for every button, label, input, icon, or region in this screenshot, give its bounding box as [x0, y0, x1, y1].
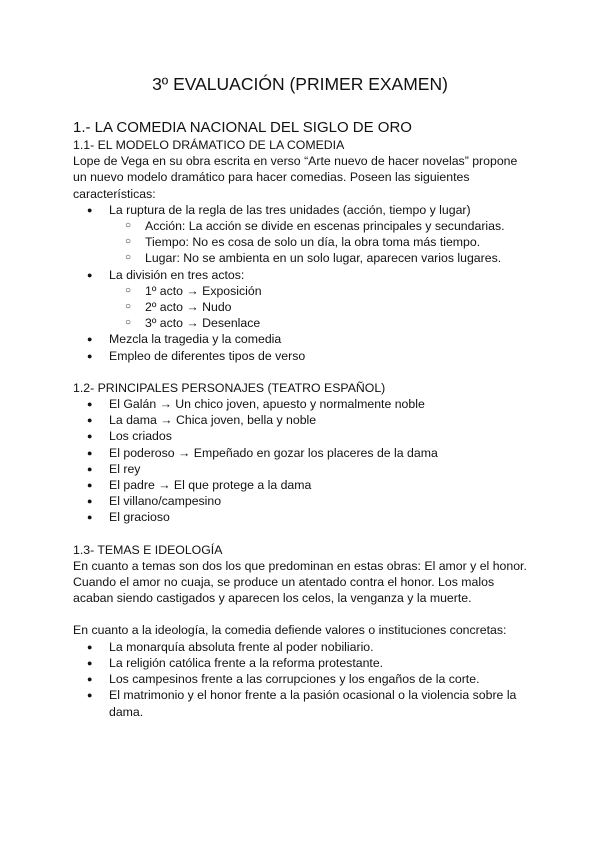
characteristics-list: [73, 202, 533, 364]
sub-list-item: ○ 2º acto → Nudo: [73, 299, 533, 315]
sub-list-item: ○ Acción: La acción se divide en escenas principales y secundarias.: [73, 218, 533, 234]
document-body: [73, 118, 533, 720]
list-item: ● Los campesinos frente a las corrupciones y los engaños de la corte.: [73, 671, 533, 687]
list-item: ● La monarquía absoluta frente al poder nobiliario.: [73, 639, 533, 655]
sub-list-item: ○ 3º acto → Desenlace: [73, 315, 533, 331]
list-item: ● La ruptura de la regla de las tres unidades (acción, tiempo y lugar) ○ Acción: La acción se divide en escenas principales y secundarias. ○ Tiempo: No es cosa de solo un día, la obra toma más tiempo. ○ Lugar: No se ambienta en un solo lugar, aparecen varios lugares.: [73, 202, 533, 267]
list-item: ● El rey: [73, 461, 533, 477]
list-item: ● Los criados: [73, 428, 533, 444]
sub-list-item: ○ Tiempo: No es cosa de solo un día, la obra toma más tiempo.: [73, 234, 533, 250]
subsection-heading-1-2: 1.2- PRINCIPALES PERSONAJES (TEATRO ESPAÑOL): [73, 380, 386, 395]
page-title: 3º EVALUACIÓN (PRIMER EXAMEN): [152, 74, 448, 94]
ideology-list: [73, 639, 533, 720]
section-heading: 1.- LA COMEDIA NACIONAL DEL SIGLO DE ORO: [73, 119, 412, 136]
sub-list: [109, 283, 533, 332]
subsection-heading-1-1: 1.1- EL MODELO DRÁMATICO DE LA COMEDIA: [73, 138, 345, 152]
list-item: ● La religión católica frente a la reforma protestante.: [73, 655, 533, 671]
themes-paragraph: En cuanto a temas son dos los que predominan en estas obras: El amor y el honor. Cuando el amor no cuaja, se produce un atentado contra el honor. Los malos acaban siendo castigados y aparecen los celos, la venganza y la muerte.: [73, 558, 527, 606]
subsection-heading-1-3: 1.3- TEMAS E IDEOLOGÍA: [73, 542, 223, 557]
list-item: ● El villano/campesino: [73, 493, 533, 509]
list-item: ● La división en tres actos: ○ 1º acto → Exposición ○ 2º acto → Nudo ○ 3º acto → Desenlace: [73, 267, 533, 332]
sub-list: [109, 218, 533, 267]
list-item: ● Mezcla la tragedia y la comedia: [73, 331, 533, 347]
list-item: ● El gracioso: [73, 509, 533, 525]
list-item: ● El poderoso → Empeñado en gozar los placeres de la dama: [73, 445, 533, 461]
list-item: ● La dama → Chica joven, bella y noble: [73, 412, 533, 428]
sub-list-item: ○ 1º acto → Exposición: [73, 283, 533, 299]
list-item: ● El matrimonio y el honor frente a la pasión ocasional o la violencia sobre la dama.: [73, 687, 533, 719]
ideology-paragraph: En cuanto a la ideología, la comedia defiende valores o instituciones concretas:: [73, 623, 507, 638]
characters-list: [73, 396, 533, 526]
list-item: ● Empleo de diferentes tipos de verso: [73, 348, 533, 364]
list-item: ● El Galán → Un chico joven, apuesto y normalmente noble: [73, 396, 533, 412]
list-item: ● El padre → El que protege a la dama: [73, 477, 533, 493]
sub-list-item: ○ Lugar: No se ambienta en un solo lugar, aparecen varios lugares.: [73, 250, 533, 266]
intro-paragraph: Lope de Vega en su obra escrita en verso “Arte nuevo de hacer novelas” propone un nuevo modelo dramático para hacer comedias. Poseen las siguientes características:: [73, 154, 518, 201]
